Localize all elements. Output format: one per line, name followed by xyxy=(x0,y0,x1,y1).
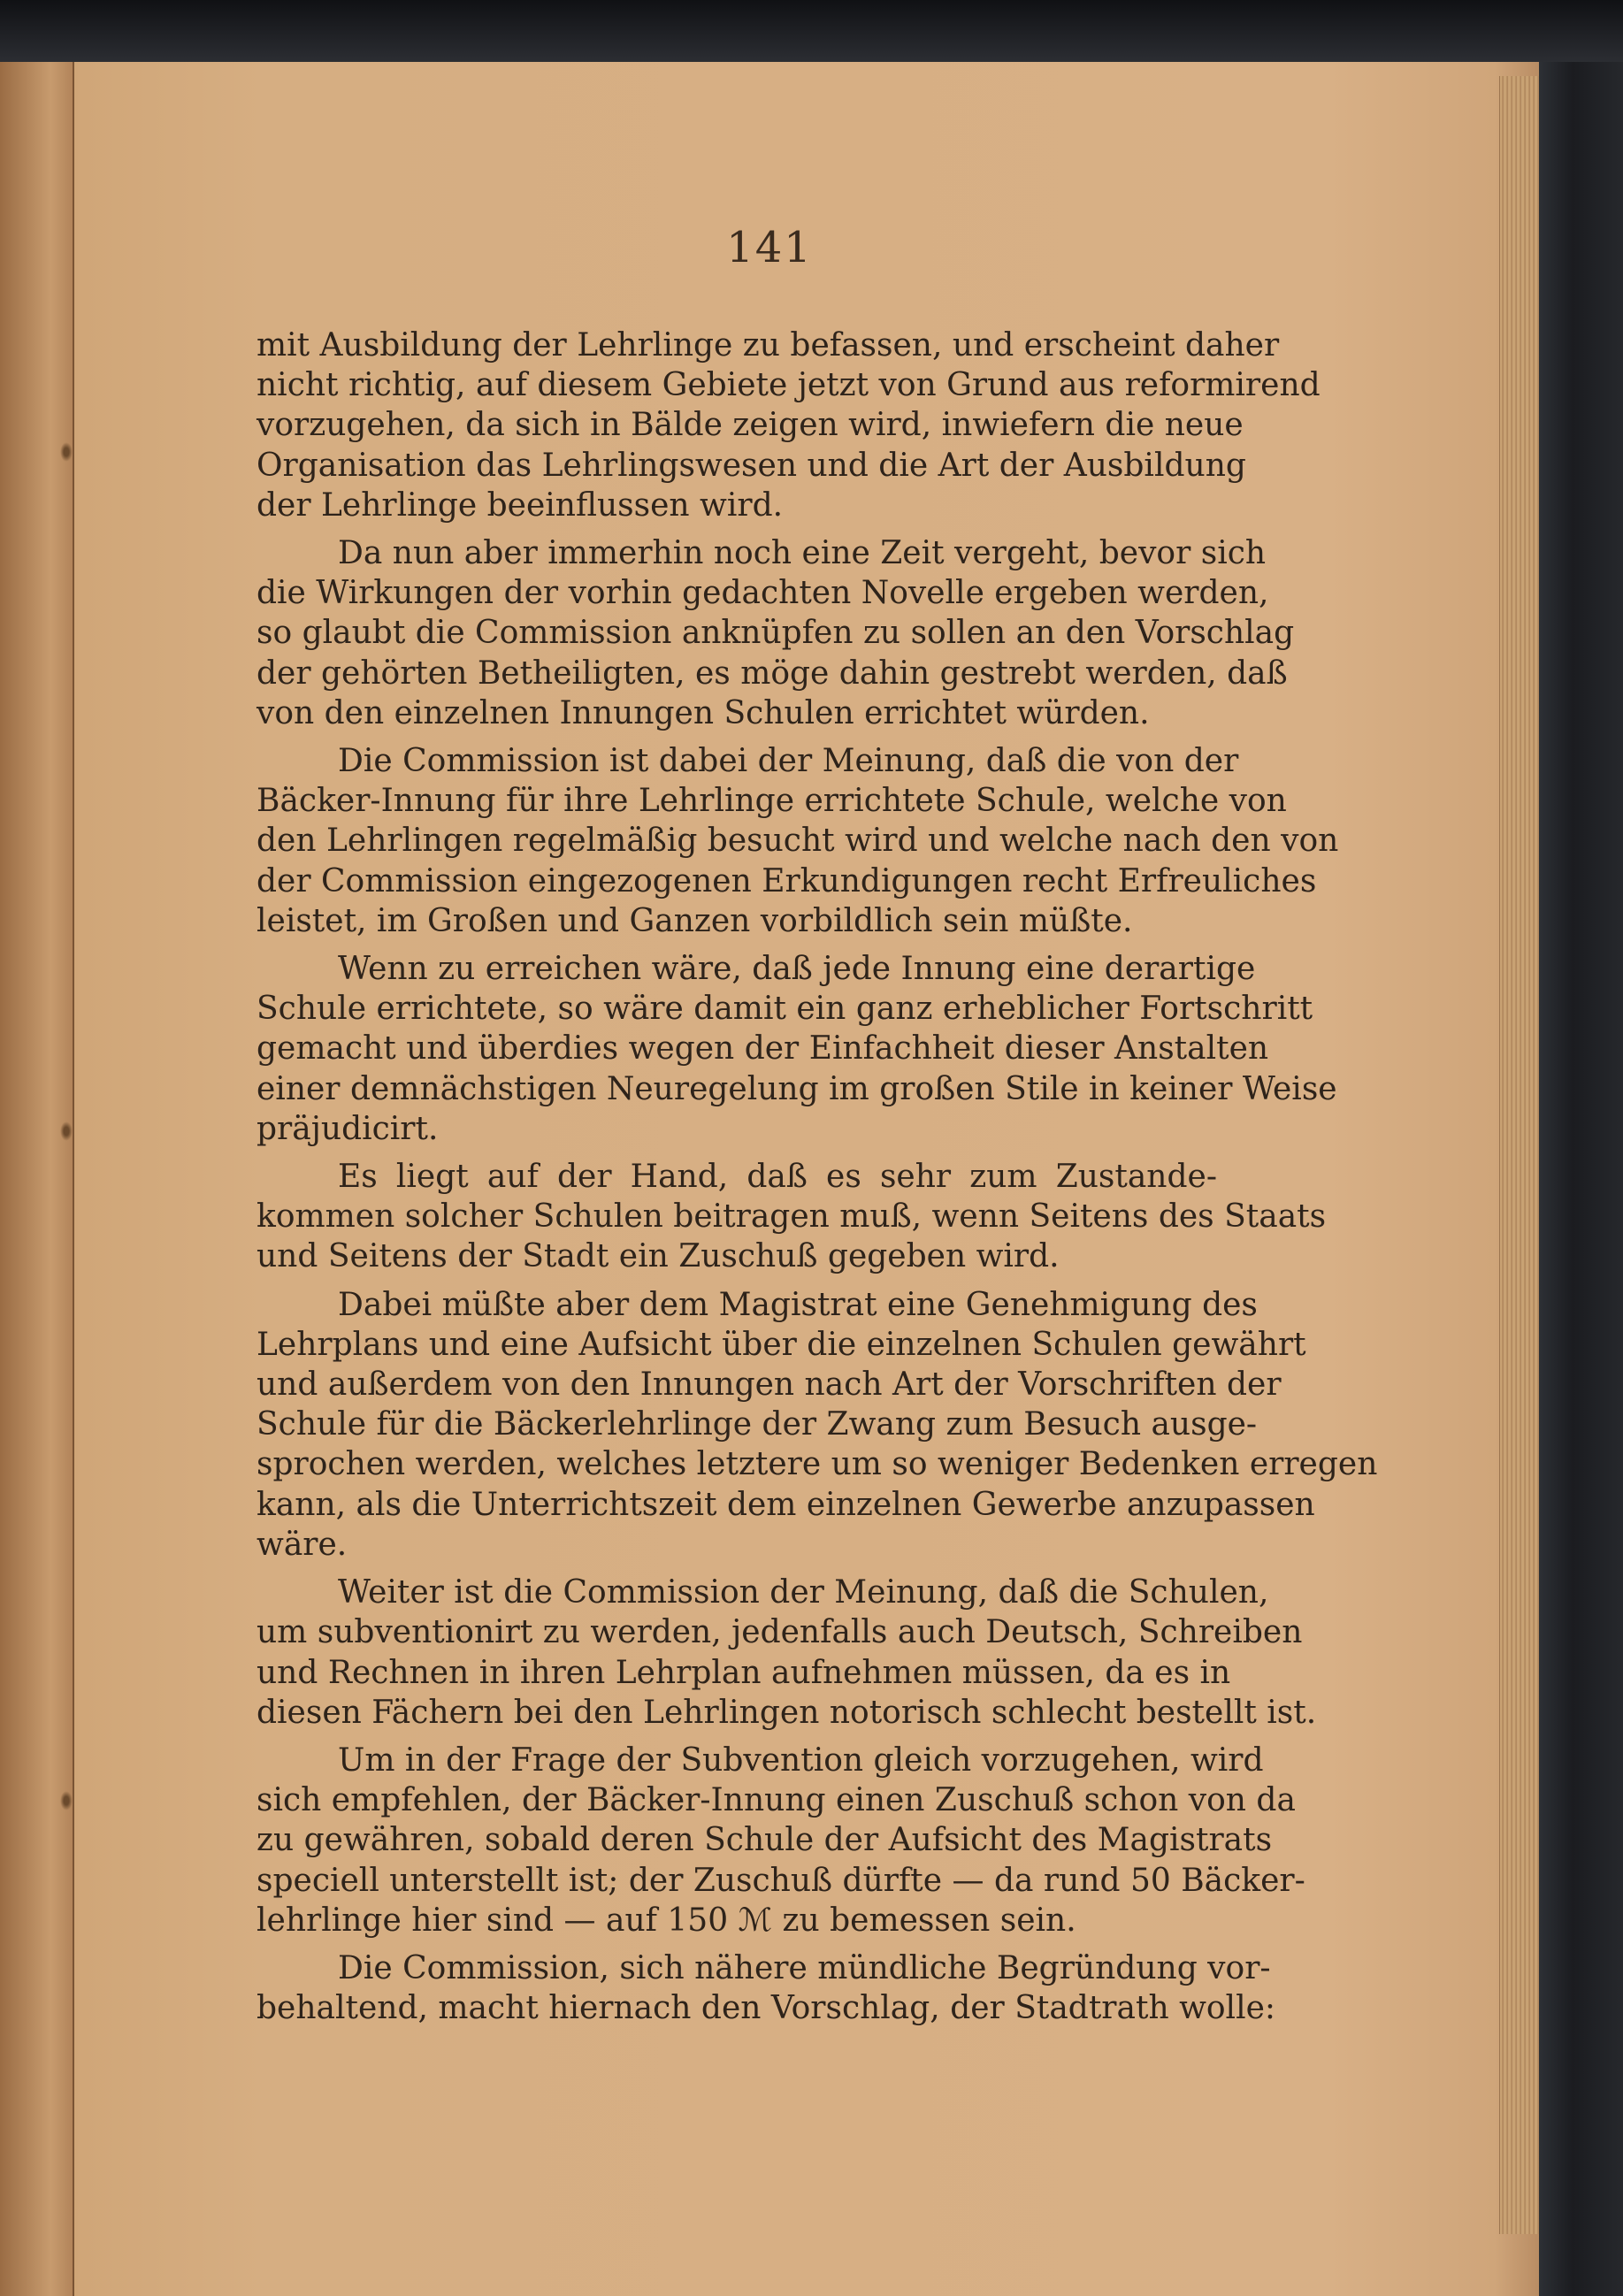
text-line: die Wirkungen der vorhin gedachten Novelle ergeben werden, xyxy=(256,575,1269,612)
text-line: sprochen werden, welches letztere um so weniger Bedenken erregen xyxy=(256,1446,1378,1483)
text-line: behaltend, macht hiernach den Vorschlag, der Stadtrath wolle: xyxy=(256,1990,1276,2027)
text-line: der Lehrlinge beeinflussen wird. xyxy=(256,486,784,524)
text-line: Schule für die Bäckerlehrlinge der Zwang zum Besuch ausge- xyxy=(256,1406,1258,1443)
text-line: mit Ausbildung der Lehrlinge zu befassen, und erscheint daher xyxy=(256,327,1280,364)
paragraph xyxy=(256,1285,1378,1565)
text-line: Da nun aber immerhin noch eine Zeit vergeht, bevor sich xyxy=(338,535,1267,572)
text-line: Organisation das Lehrlingswesen und die Art der Ausbildung xyxy=(256,447,1246,484)
text-line: einer demnächstigen Neuregelung im großen Stile in keiner Weise xyxy=(256,1070,1337,1107)
page-stack-edge xyxy=(1499,76,1540,2234)
text-line: der gehörten Betheiligten, es möge dahin gestrebt werden, daß xyxy=(256,654,1288,692)
page-number: 141 xyxy=(726,223,813,272)
paragraph xyxy=(256,1157,1327,1277)
text-line: Lehrplans und eine Aufsicht über die einzelnen Schulen gewährt xyxy=(256,1326,1306,1363)
paragraph xyxy=(256,741,1339,941)
paragraph xyxy=(256,949,1337,1149)
text-line: Die Commission ist dabei der Meinung, daß die von der xyxy=(338,743,1239,780)
text-line: Bäcker-Innung für ihre Lehrlinge errichtete Schule, welche von xyxy=(256,783,1287,820)
binding-thread xyxy=(60,1121,73,1141)
binding-thread xyxy=(60,442,73,462)
paragraph xyxy=(256,325,1321,525)
binding-thread xyxy=(60,1791,73,1810)
text-line: der Commission eingezogenen Erkundigungen recht Erfreuliches xyxy=(256,862,1317,899)
paragraph xyxy=(256,1948,1276,2028)
text-line: Dabei müßte aber dem Magistrat eine Genehmigung des xyxy=(338,1286,1258,1323)
book-cover-right xyxy=(1539,62,1623,2296)
body-text xyxy=(256,325,1378,2028)
text-line: kommen solcher Schulen beitragen muß, wenn Seitens des Staats xyxy=(256,1198,1327,1236)
text-line: Schule errichtete, so wäre damit ein ganz erheblicher Fortschritt xyxy=(256,991,1313,1028)
text-line: lehrlinge hier sind — auf 150 ℳ zu bemessen sein. xyxy=(256,1902,1076,1939)
text-line: gemacht und überdies wegen der Einfachheit dieser Anstalten xyxy=(256,1030,1269,1068)
paragraph xyxy=(256,1741,1305,1940)
text-line: von den einzelnen Innungen Schulen errichtet würden. xyxy=(256,694,1150,731)
left-page-edge xyxy=(0,62,74,2296)
text-line: um subventionirt zu werden, jedenfalls auch Deutsch, Schreiben xyxy=(256,1614,1303,1651)
text-line: nicht richtig, auf diesem Gebiete jetzt von Grund aus reformirend xyxy=(256,367,1321,404)
text-line: Die Commission, sich nähere mündliche Begründung vor- xyxy=(338,1949,1271,1986)
text-line: speciell unterstellt ist; der Zuschuß dürfte — da rund 50 Bäcker- xyxy=(256,1862,1305,1899)
text-line: sich empfehlen, der Bäcker-Innung einen Zuschuß schon von da xyxy=(256,1782,1296,1819)
text-line: Um in der Frage der Subvention gleich vorzugehen, wird xyxy=(338,1741,1264,1779)
text-line: wäre. xyxy=(256,1526,348,1563)
text-line: Es liegt auf der Hand, daß es sehr zum Zustande- xyxy=(338,1159,1217,1196)
text-line: präjudicirt. xyxy=(256,1110,439,1147)
text-line: und Seitens der Stadt ein Zuschuß gegeben wird. xyxy=(256,1238,1060,1275)
paragraph xyxy=(256,1573,1317,1733)
text-line: vorzugehen, da sich in Bälde zeigen wird, inwiefern die neue xyxy=(256,407,1244,444)
text-line: so glaubt die Commission anknüpfen zu sollen an den Vorschlag xyxy=(256,615,1295,652)
text-line: und außerdem von den Innungen nach Art der Vorschriften der xyxy=(256,1366,1282,1404)
text-line: leistet, im Großen und Ganzen vorbildlich sein müßte. xyxy=(256,902,1133,939)
text-line: kann, als die Unterrichtszeit dem einzelnen Gewerbe anzupassen xyxy=(256,1486,1315,1523)
text-line: und Rechnen in ihren Lehrplan aufnehmen müssen, da es in xyxy=(256,1654,1231,1691)
text-line: Wenn zu erreichen wäre, daß jede Innung eine derartige xyxy=(338,951,1256,988)
text-line: Weiter ist die Commission der Meinung, daß die Schulen, xyxy=(338,1574,1269,1611)
text-line: den Lehrlingen regelmäßig besucht wird und welche nach den von xyxy=(256,823,1339,860)
text-line: zu gewähren, sobald deren Schule der Aufsicht des Magistrats xyxy=(256,1822,1273,1859)
paragraph xyxy=(256,533,1295,733)
text-line: diesen Fächern bei den Lehrlingen notorisch schlecht bestellt ist. xyxy=(256,1694,1317,1731)
